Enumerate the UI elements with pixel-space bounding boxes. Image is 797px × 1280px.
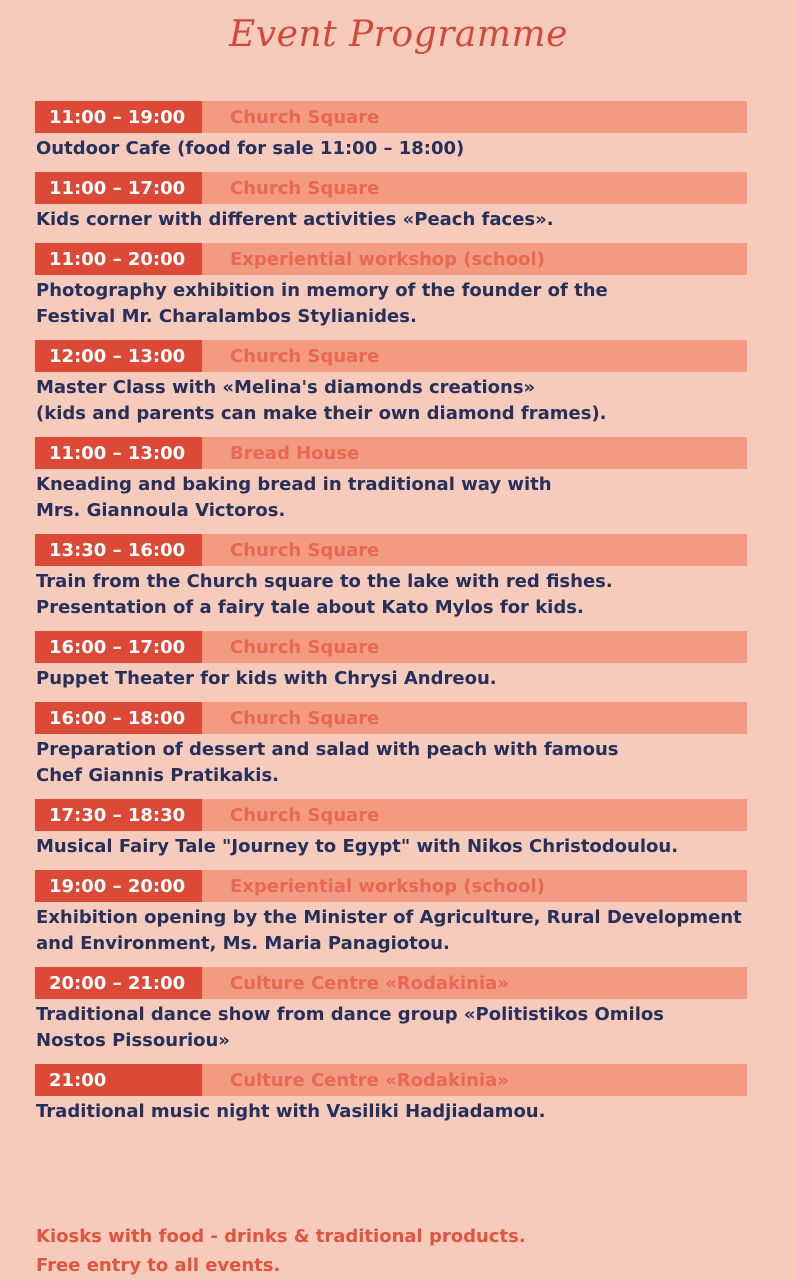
event-header-bar — [35, 702, 747, 734]
event-description-line: Kneading and baking bread in traditional way with — [36, 474, 552, 495]
event-time: 11:00 – 13:00 — [35, 437, 202, 469]
event-venue: Culture Centre «Rodakinia» — [230, 972, 509, 994]
event-header-bar — [35, 870, 747, 902]
event-header-bar — [35, 967, 747, 999]
event-time: 20:00 – 21:00 — [35, 967, 202, 999]
event-description — [35, 372, 747, 427]
event-header-bar — [35, 243, 747, 275]
event-item — [35, 101, 747, 162]
event-description-line: Presentation of a fairy tale about Kato Mylos for kids. — [36, 597, 584, 618]
event-description-line: Chef Giannis Pratikakis. — [36, 765, 279, 786]
event-header-bar — [35, 101, 747, 133]
event-header-bar — [35, 534, 747, 566]
event-time: 12:00 – 13:00 — [35, 340, 202, 372]
event-header-bar — [35, 1064, 747, 1096]
event-venue: Church Square — [230, 539, 380, 561]
event-description-line: Musical Fairy Tale "Journey to Egypt" with Nikos Christodoulou. — [36, 836, 679, 857]
event-description — [35, 566, 747, 621]
event-time: 19:00 – 20:00 — [35, 870, 202, 902]
event-description-line: Kids corner with different activities «Peach faces». — [36, 209, 554, 230]
event-list — [35, 101, 747, 1125]
event-description-line: Traditional dance show from dance group «Politistikos Omilos — [36, 1004, 664, 1025]
event-time: 11:00 – 20:00 — [35, 243, 202, 275]
event-time: 11:00 – 17:00 — [35, 172, 202, 204]
event-description — [35, 275, 747, 330]
event-description — [35, 204, 747, 233]
event-header-bar — [35, 799, 747, 831]
event-header-bar — [35, 172, 747, 204]
event-time: 16:00 – 18:00 — [35, 702, 202, 734]
event-item — [35, 172, 747, 233]
event-item — [35, 437, 747, 524]
footer-notes — [36, 1222, 526, 1280]
event-description — [35, 663, 747, 692]
event-description — [35, 902, 747, 957]
event-venue: Church Square — [230, 177, 380, 199]
event-header-bar — [35, 437, 747, 469]
event-item — [35, 967, 747, 1054]
event-description — [35, 831, 747, 860]
footer-line-entry: Free entry to all events. — [36, 1255, 281, 1276]
event-venue: Church Square — [230, 345, 380, 367]
event-item — [35, 340, 747, 427]
event-item — [35, 243, 747, 330]
event-description — [35, 999, 747, 1054]
event-item — [35, 702, 747, 789]
event-item — [35, 799, 747, 860]
event-time: 16:00 – 17:00 — [35, 631, 202, 663]
event-item — [35, 1064, 747, 1125]
event-description-line: Train from the Church square to the lake with red fishes. — [36, 571, 613, 592]
event-description-line: Preparation of dessert and salad with peach with famous — [36, 739, 619, 760]
event-venue: Church Square — [230, 636, 380, 658]
event-description — [35, 1096, 747, 1125]
event-venue: Church Square — [230, 106, 380, 128]
event-description-line: Master Class with «Melina's diamonds creations» — [36, 377, 536, 398]
event-description-line: Nostos Pissouriou» — [36, 1030, 230, 1051]
event-description-line: Puppet Theater for kids with Chrysi Andreou. — [36, 668, 497, 689]
event-header-bar — [35, 631, 747, 663]
event-description — [35, 133, 747, 162]
event-venue: Culture Centre «Rodakinia» — [230, 1069, 509, 1091]
page-title: Event Programme — [229, 14, 568, 55]
event-description-line: Traditional music night with Vasiliki Hadjiadamou. — [36, 1101, 546, 1122]
event-description-line: Exhibition opening by the Minister of Agriculture, Rural Development — [36, 907, 742, 928]
event-item — [35, 631, 747, 692]
event-header-bar — [35, 340, 747, 372]
event-time: 11:00 – 19:00 — [35, 101, 202, 133]
event-description-line: (kids and parents can make their own diamond frames). — [36, 403, 607, 424]
event-description-line: and Environment, Ms. Maria Panagiotou. — [36, 933, 450, 954]
event-venue: Church Square — [230, 707, 380, 729]
event-venue: Church Square — [230, 804, 380, 826]
event-venue: Bread House — [230, 442, 360, 464]
event-time: 21:00 — [35, 1064, 202, 1096]
event-time: 13:30 – 16:00 — [35, 534, 202, 566]
event-item — [35, 534, 747, 621]
event-description-line: Outdoor Cafe (food for sale 11:00 – 18:00) — [36, 138, 465, 159]
footer-line-kiosks: Kiosks with food - drinks & traditional products. — [36, 1226, 526, 1247]
event-time: 17:30 – 18:30 — [35, 799, 202, 831]
event-description — [35, 734, 747, 789]
event-description-line: Photography exhibition in memory of the founder of the — [36, 280, 608, 301]
event-item — [35, 870, 747, 957]
event-description-line: Festival Mr. Charalambos Stylianides. — [36, 306, 417, 327]
event-description — [35, 469, 747, 524]
event-venue: Experiential workshop (school) — [230, 248, 545, 270]
event-venue: Experiential workshop (school) — [230, 875, 545, 897]
event-description-line: Mrs. Giannoula Victoros. — [36, 500, 286, 521]
